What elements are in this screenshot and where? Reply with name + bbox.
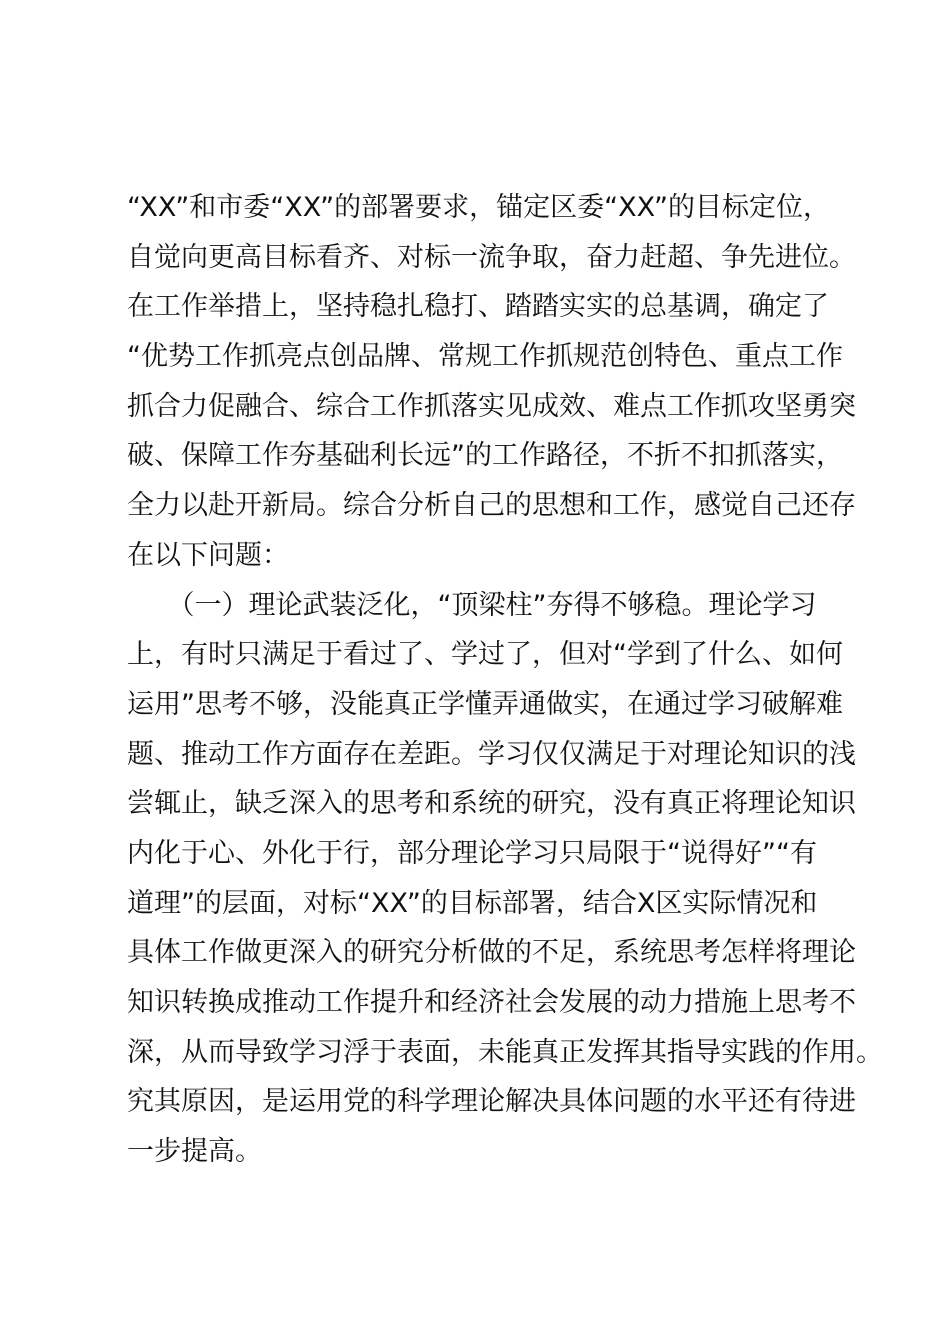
text-line: “优势工作抓亮点创品牌、常规工作抓规范创特色、重点工作 bbox=[127, 341, 843, 373]
text-line: 尝辄止，缺乏深入的思考和系统的研究，没有真正将理论知识 bbox=[127, 788, 856, 820]
text-line: 道理”的层面，对标“XX”的目标部署，结合X区实际情况和 bbox=[127, 887, 818, 919]
section-heading-line: （一）理论武装泛化，“顶梁柱”夯得不够稳。理论学习 bbox=[127, 589, 817, 621]
text-line: “XX”和市委“XX”的部署要求，锚定区委“XX”的目标定位， bbox=[127, 192, 831, 223]
text-line: 具体工作做更深入的研究分析做的不足，系统思考怎样将理论 bbox=[127, 937, 856, 969]
text-line: 上，有时只满足于看过了、学过了，但对“学到了什么、如何 bbox=[127, 639, 843, 671]
text-line: 一步提高。 bbox=[127, 1136, 262, 1168]
text-line: 自觉向更高目标看齐、对标一流争取，奋力赶超、争先进位。 bbox=[127, 241, 856, 273]
text-line: 究其原因，是运用党的科学理论解决具体问题的水平还有待进 bbox=[127, 1086, 856, 1118]
text-line: 全力以赴开新局。综合分析自己的思想和工作，感觉自己还存 bbox=[127, 490, 856, 522]
text-line: 运用”思考不够，没能真正学懂弄通做实，在通过学习破解难 bbox=[127, 688, 843, 720]
text-line: 在工作举措上，坚持稳扎稳打、踏踏实实的总基调，确定了 bbox=[127, 291, 829, 323]
text-line: 知识转换成推动工作提升和经济社会发展的动力措施上思考不 bbox=[127, 987, 856, 1018]
text-line: 深，从而导致学习浮于表面，未能真正发挥其指导实践的作用。 bbox=[127, 1036, 883, 1068]
text-line: 内化于心、外化于行，部分理论学习只局限于“说得好”“有 bbox=[127, 837, 817, 869]
text-line: 在以下问题： bbox=[127, 539, 289, 571]
body-text bbox=[127, 183, 883, 1177]
text-line: 题、推动工作方面存在差距。学习仅仅满足于对理论知识的浅 bbox=[127, 738, 856, 770]
text-line: 抓合力促融合、综合工作抓落实见成效、难点工作抓攻坚勇突 bbox=[127, 390, 856, 422]
text-line: 破、保障工作夯基础利长远”的工作路径，不折不扣抓落实， bbox=[127, 440, 843, 472]
